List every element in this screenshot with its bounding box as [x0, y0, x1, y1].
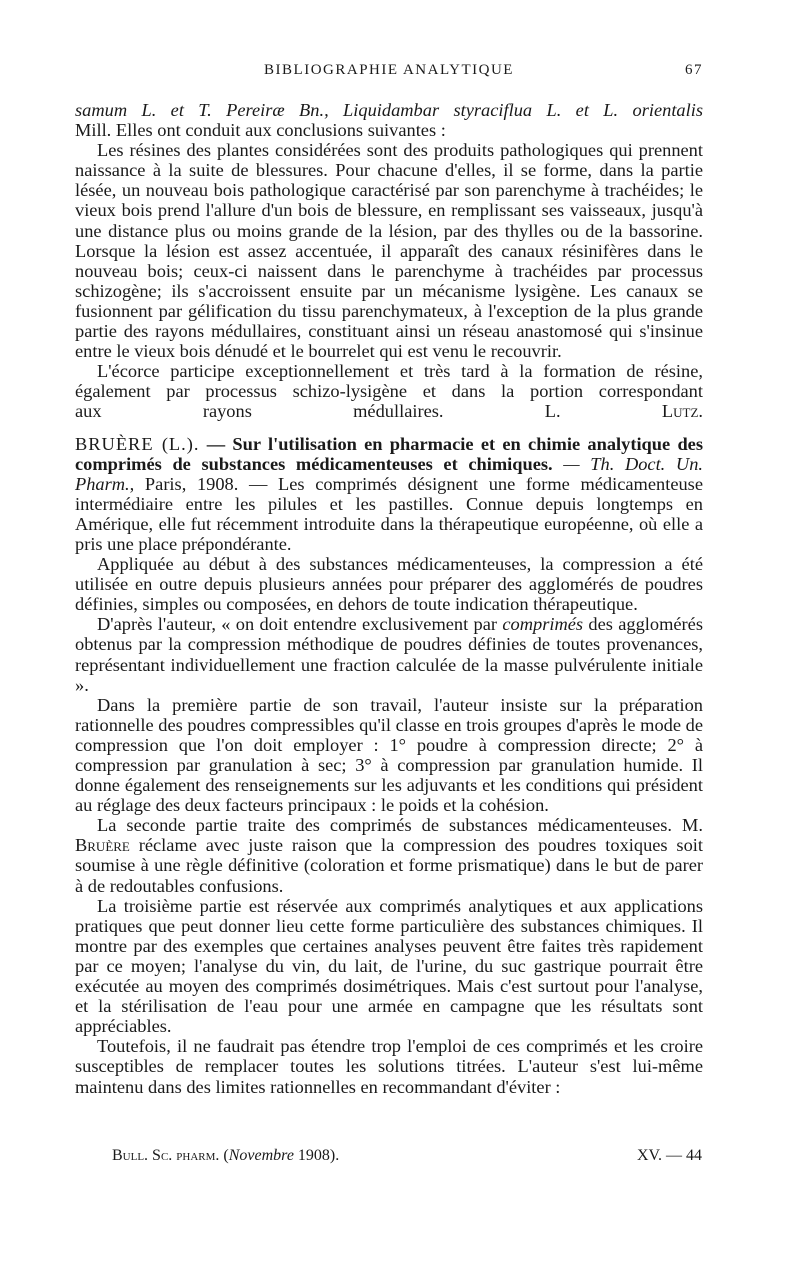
- review2-quote-start: D'après l'auteur, « on doit entendre exclusivement par: [97, 614, 498, 635]
- review2-heading: [75, 434, 703, 555]
- review2-intro: Paris, 1908. — Les comprimés désignent une forme médicamenteuse intermédiaire entre les pilules et les pastilles. Connue depuis longtemps en Amérique, elle fut récemment introduite dans la thérapeutique européenne, où elle a pris une place prépondérante.: [75, 473, 703, 554]
- issue-date: (Novembre 1908).: [223, 1147, 340, 1164]
- review2-title: — Sur l'utilisation en pharmacie et en chimie analytique des comprimés de substances médicamenteuses et chimiques.: [75, 433, 703, 474]
- review1-opening-line-1: [75, 100, 703, 120]
- review2-paragraph-compression: Appliquée au début à des substances médicamenteuses, la compression a été utilisée en outre depuis plusieurs années pour préparer des agglomérés de poudres définies, simples ou composées, en dehors de toute indication thérapeutique.: [75, 554, 703, 615]
- review2-paragraph-third-part: La troisième partie est réservée aux comprimés analytiques et aux applications pratiques que peut donner lieu cette forme particulière des substances chimiques. Il montre par des exemples que certaines analyses peuvent être faites très rapidement par ce moyen; l'analyse du vin, du lait, de l'urine, du suc gastrique pourrait être exécutée au moyen des comprimés dosimétriques. Mais c'est surtout pour l'analyse, et la stérilisation de l'eau pour une armée en campagne que les résultats sont appréciables.: [75, 895, 703, 1037]
- review1-opening-line-2: Mill. Elles ont conduit aux conclusions suivantes :: [75, 120, 446, 141]
- issue-month: Novembre: [228, 1147, 294, 1164]
- journal-name: Bull. Sc. pharm.: [112, 1147, 220, 1164]
- page-header: [75, 62, 703, 86]
- volume-page: XV. — 44: [636, 1147, 702, 1164]
- review1-paragraph-1: Les résines des plantes considérées sont des produits pathologiques qui prennent naissance à la suite de blessures. Pour chacune d'elles, il se forme, dans la partie lésée, un nouveau bois pathologique caractérisé par son parenchyme à trachéides; le vieux bois prend l'allure d'un bois de blessure, en remplissant ses vaisseaux, jusqu'à une distance plus ou moins grande de la lésion, par des thylles ou de la bassorine. Lorsque la lésion est assez accentuée, il apparaît des canaux résinifères dans le nouveau bois; ceux-ci naissent dans le parenchyme à trachéides par processus schizogène; ils s'accroissent ensuite par un mécanisme lysigène. Les canaux se fusionnent par gélification du tissu parenchymateux, à l'exception de la plus grande partie des rayons médullaires, constituant ainsi un réseau anastomosé qui s'insinue entre le vieux bois dénudé et le bourrelet qui est venu le recouvrir.: [75, 140, 703, 362]
- review1-paragraph-2a: L'écorce participe exceptionnellement et très tard à la formation de résine, également par processus schizo-lysigène et dans la portion correspondant: [75, 361, 703, 402]
- journal-citation: [112, 1147, 339, 1165]
- review2-quote-end: des agglomérés obtenus par la compression méthodique de poudres définies de toutes provenances, représentant individuellement une fraction calculée de la masse pulvérulente initiale ».: [75, 614, 703, 695]
- review2-author: BRUÈRE (L.).: [75, 433, 200, 454]
- review1-last-line: [75, 401, 703, 421]
- review2-quote-term: comprimés: [502, 614, 584, 635]
- review2-second-end: réclame avec juste raison que la compression des poudres toxiques soit soumise à une règle définitive (coloration et forme prismatique) dans le but de parer à de redoutables confusions.: [75, 835, 703, 896]
- review1-species-list: samum L. et T. Pereiræ Bn., Liquidambar styraciflua L. et L. orientalis: [75, 100, 703, 120]
- article-body: [75, 100, 703, 1097]
- review2-paragraph-conclusion: Toutefois, il ne faudrait pas étendre trop l'emploi de ces comprimés et les croire susceptibles de remplacer toutes les solutions titrées. L'auteur s'est lui-même maintenu dans des limites rationnelles en recommandant d'éviter :: [75, 1036, 703, 1097]
- review2-paragraph-second-part: [75, 815, 703, 895]
- review2-paragraph-first-part: Dans la première partie de son travail, l'auteur insiste sur la préparation rationnelle des poudres compressibles qu'il classe en trois groupes d'après le mode de compression que l'on doit employer : 1° poudre à compression directe; 2° à compression par granulation à sec; 3° à compression par granulation humide. Il donne également des renseignements sur les adjuvants et les conditions qui président au réglage des deux facteurs principaux : le poids et la cohésion.: [75, 694, 703, 816]
- review1-signature: L. Lutz.: [544, 401, 703, 422]
- review2-paragraph-definition: [75, 614, 703, 694]
- running-title: BIBLIOGRAPHIE ANALYTIQUE: [264, 62, 514, 78]
- review2-second-start: La seconde partie traite des comprimés de substances médicamenteuses. M.: [97, 815, 703, 836]
- page-number: 67: [685, 62, 703, 78]
- review1-paragraph-2b: aux rayons médullaires.: [75, 401, 444, 422]
- review2-author-mention: Bruère: [75, 835, 130, 856]
- page-footer: [112, 1147, 702, 1171]
- review2-source: — Th. Doct. Un. Pharm.,: [75, 453, 703, 494]
